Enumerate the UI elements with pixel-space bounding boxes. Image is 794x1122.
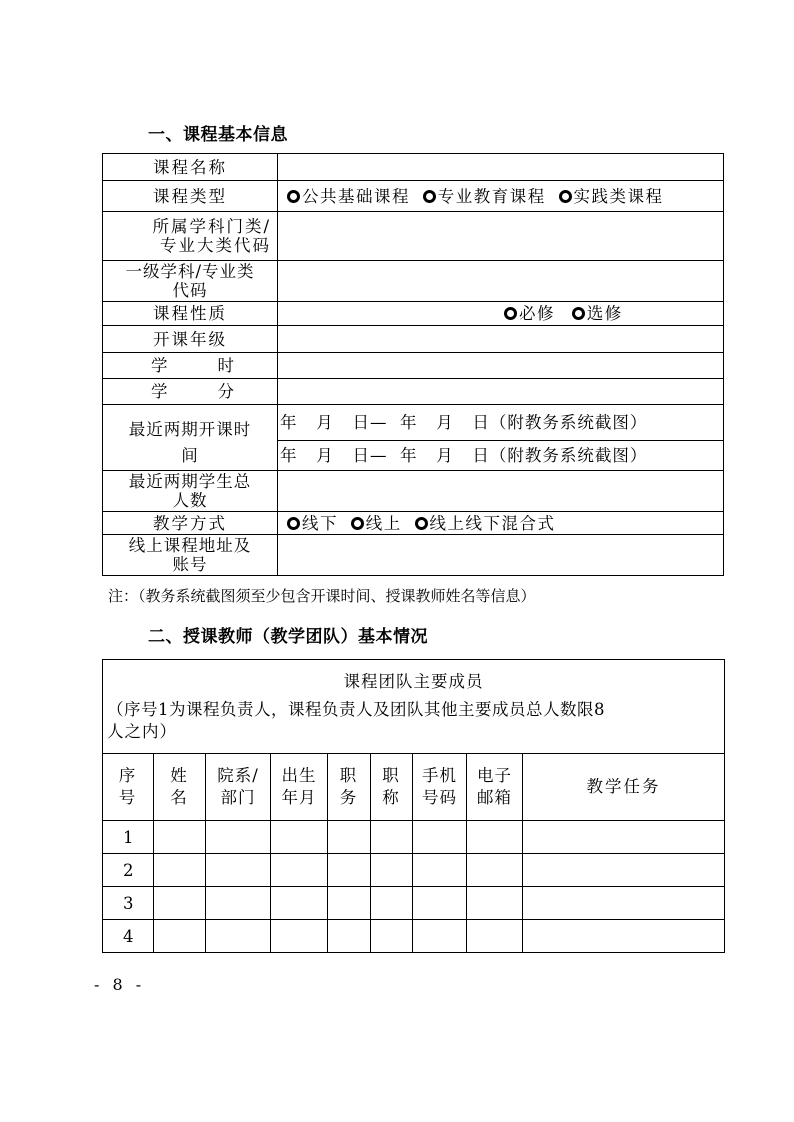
option-professional[interactable]: 专业教育课程	[437, 186, 546, 206]
option-public-basic[interactable]: 公共基础课程	[302, 186, 410, 206]
label-line: 最近两期学生总	[128, 472, 252, 491]
label-char: 时	[217, 356, 234, 375]
row-index: 3	[103, 887, 154, 920]
cell-name[interactable]	[154, 887, 206, 920]
cell-name[interactable]	[154, 920, 206, 953]
label-first-level	[103, 261, 278, 302]
row-recent-students	[103, 471, 724, 512]
col-header-position	[328, 754, 371, 821]
cell-phone[interactable]	[413, 920, 467, 953]
term-1-dates[interactable]: 年 月 日— 年 月 日（附教务系统截图）	[278, 405, 724, 441]
label-line: 一级学科/专业类	[125, 262, 255, 281]
section-title-basic-info: 一、课程基本信息	[148, 125, 288, 145]
label-line: 所属学科门类/	[152, 217, 271, 236]
cell-teaching-task[interactable]	[523, 821, 725, 854]
input-first-level[interactable]	[278, 261, 724, 302]
option-required[interactable]: 必修	[519, 304, 555, 323]
col-header-line: 电子	[477, 766, 512, 785]
cell-birth[interactable]	[271, 887, 328, 920]
col-header-name	[154, 754, 206, 821]
col-header-birth	[271, 754, 328, 821]
label-course-name: 课程名称	[103, 154, 278, 181]
label-char: 学	[151, 382, 168, 401]
radio-icon[interactable]	[287, 517, 300, 530]
row-teaching-mode	[103, 512, 724, 535]
col-header-line: 称	[382, 788, 401, 807]
col-header-line: 教学任务	[586, 777, 661, 796]
label-hours	[103, 353, 278, 379]
row-index: 4	[103, 920, 154, 953]
options-course-nature	[278, 302, 724, 326]
row-index: 2	[103, 854, 154, 887]
row-online-address	[103, 535, 724, 576]
table-row	[103, 887, 725, 920]
radio-icon[interactable]	[287, 190, 300, 203]
cell-teaching-task[interactable]	[523, 920, 725, 953]
cell-phone[interactable]	[413, 821, 467, 854]
cell-name[interactable]	[154, 854, 206, 887]
cell-email[interactable]	[467, 821, 523, 854]
col-header-line: 院系/	[217, 766, 259, 785]
cell-position[interactable]	[328, 854, 371, 887]
cell-department[interactable]	[206, 854, 271, 887]
option-elective[interactable]: 选修	[586, 304, 623, 323]
col-header-line: 职	[382, 766, 401, 785]
label-line: 线上课程地址及	[128, 536, 252, 555]
row-recent-term-1	[103, 405, 724, 441]
label-course-type: 课程类型	[103, 181, 278, 212]
label-line: 专业大类代码	[160, 236, 271, 255]
team-column-header-row	[103, 754, 725, 821]
screenshot-note: 注：（教务系统截图须至少包含开课时间、授课教师姓名等信息）	[108, 587, 536, 605]
label-recent-students	[103, 471, 278, 512]
col-header-line: 手机	[422, 766, 457, 785]
cell-department[interactable]	[206, 821, 271, 854]
team-header-note: （序号1为课程负责人，课程负责人及团队其他主要成员总人数限8	[107, 699, 605, 719]
cell-birth[interactable]	[271, 920, 328, 953]
label-line: 最近两期开课时	[128, 419, 252, 439]
team-header-title: 课程团队主要成员	[343, 671, 484, 691]
label-course-nature: 课程性质	[103, 302, 278, 326]
options-course-type	[278, 181, 724, 212]
input-hours[interactable]	[278, 353, 724, 379]
input-credits[interactable]	[278, 379, 724, 405]
col-header-teaching-task	[523, 754, 725, 821]
cell-email[interactable]	[467, 854, 523, 887]
row-grade	[103, 326, 724, 353]
col-header-line: 邮箱	[477, 788, 512, 807]
row-discipline	[103, 212, 724, 261]
label-line: 间	[181, 445, 199, 465]
input-discipline[interactable]	[278, 212, 724, 261]
page-number: - 8 -	[94, 975, 146, 994]
col-header-department	[206, 754, 271, 821]
cell-teaching-task[interactable]	[523, 887, 725, 920]
col-header-line: 出生	[281, 766, 317, 785]
cell-title[interactable]	[371, 887, 413, 920]
col-header-line: 号	[118, 788, 138, 807]
col-header-line: 号码	[422, 788, 457, 807]
section-title-teaching-team: 二、授课教师（教学团队）基本情况	[148, 627, 428, 647]
col-header-phone	[413, 754, 467, 821]
team-table	[102, 659, 725, 953]
col-header-line: 部门	[220, 788, 256, 807]
options-teaching-mode	[278, 512, 724, 535]
row-index: 1	[103, 821, 154, 854]
radio-icon[interactable]	[423, 190, 436, 203]
cell-department[interactable]	[206, 920, 271, 953]
col-header-title	[371, 754, 413, 821]
cell-position[interactable]	[328, 920, 371, 953]
row-credits	[103, 379, 724, 405]
row-course-type	[103, 181, 724, 212]
input-grade[interactable]	[278, 326, 724, 353]
label-teaching-mode: 教学方式	[103, 512, 278, 535]
label-grade: 开课年级	[103, 326, 278, 353]
cell-phone[interactable]	[413, 854, 467, 887]
option-practice[interactable]: 实践类课程	[573, 186, 664, 206]
radio-icon[interactable]	[572, 307, 585, 320]
label-discipline	[103, 212, 278, 261]
cell-email[interactable]	[467, 887, 523, 920]
option-offline[interactable]: 线下	[302, 513, 338, 533]
label-char: 学	[151, 356, 168, 375]
radio-icon[interactable]	[504, 307, 517, 320]
col-header-line: 序	[118, 766, 138, 785]
label-line: 人数	[172, 491, 208, 510]
cell-phone[interactable]	[413, 887, 467, 920]
row-course-nature	[103, 302, 724, 326]
input-online-address[interactable]	[278, 535, 724, 576]
input-recent-students[interactable]	[278, 471, 724, 512]
radio-icon[interactable]	[415, 517, 428, 530]
cell-birth[interactable]	[271, 854, 328, 887]
cell-position[interactable]	[328, 887, 371, 920]
cell-name[interactable]	[154, 821, 206, 854]
table-row	[103, 920, 725, 953]
col-header-line: 职	[339, 766, 359, 785]
row-hours	[103, 353, 724, 379]
team-header	[103, 660, 725, 754]
cell-department[interactable]	[206, 887, 271, 920]
radio-icon[interactable]	[351, 517, 364, 530]
option-blended[interactable]: 线上线下混合式	[429, 513, 556, 533]
col-header-line: 务	[339, 788, 359, 807]
cell-title[interactable]	[371, 821, 413, 854]
cell-email[interactable]	[467, 920, 523, 953]
label-credits	[103, 379, 278, 405]
table-row	[103, 821, 725, 854]
cell-title[interactable]	[371, 854, 413, 887]
input-course-name[interactable]	[278, 154, 724, 181]
col-header-index	[103, 754, 154, 821]
label-recent-terms	[103, 405, 278, 471]
term-2-dates[interactable]: 年 月 日— 年 月 日（附教务系统截图）	[278, 441, 724, 471]
course-info-table	[102, 153, 724, 576]
row-course-name	[103, 154, 724, 181]
col-header-line: 年月	[281, 788, 317, 807]
team-header-note-cont: 人之内）	[107, 721, 177, 741]
label-line: 代码	[172, 281, 208, 300]
radio-icon[interactable]	[559, 190, 572, 203]
cell-title[interactable]	[371, 920, 413, 953]
col-header-line: 名	[170, 788, 189, 807]
option-online[interactable]: 线上	[365, 513, 402, 533]
label-online-address	[103, 535, 278, 576]
label-line: 账号	[172, 555, 208, 574]
col-header-line: 姓	[170, 766, 189, 785]
cell-teaching-task[interactable]	[523, 854, 725, 887]
cell-birth[interactable]	[271, 821, 328, 854]
cell-position[interactable]	[328, 821, 371, 854]
col-header-email	[467, 754, 523, 821]
row-first-level	[103, 261, 724, 302]
team-header-row	[103, 660, 725, 754]
label-char: 分	[217, 382, 234, 401]
table-row	[103, 854, 725, 887]
